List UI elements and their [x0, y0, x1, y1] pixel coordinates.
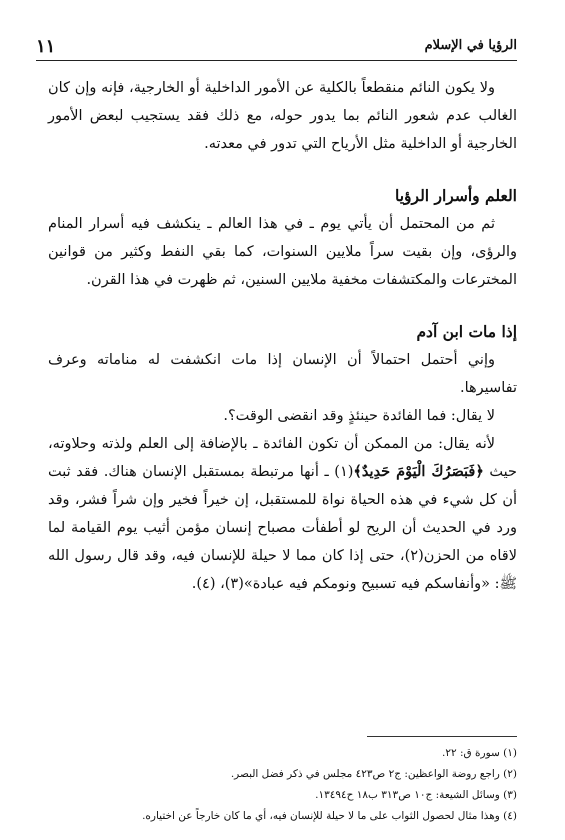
page-body: [48, 74, 517, 598]
section-heading-death: إذا مات ابن آدم: [416, 322, 517, 341]
quran-verse: ﴿فَبَصَرُكَ الْيَوْمَ حَدِيدٌ﴾: [353, 463, 484, 480]
section-heading-science: العلم وأسرار الرؤيا: [395, 186, 517, 205]
science-paragraph: ثم من المحتمل أن يأتي يوم ـ في هذا العالم ـ ينكشف فيه أسرار المنام والرؤى، وإن بقيت سراً ملايين السنوات، كما بقي النفط وكثير من قوانين المخترعات والمكتشفات مخفية ملايين السنين، ثم ظهرت في هذا القرن.: [48, 216, 517, 288]
page-number: ١١: [36, 36, 56, 57]
objection-paragraph: لا يقال: فما الفائدة حينئذٍ وقد انقضى الوقت؟.: [223, 408, 495, 424]
death-paragraph: وإني أحتمل احتمالاً أن الإنسان إذا مات انكشفت له مناماته وعرف تفاسيرها.: [48, 352, 517, 396]
running-header: [36, 36, 517, 61]
footnote-divider: [367, 736, 517, 737]
running-title: الرؤيا في الإسلام: [424, 38, 517, 53]
answer-paragraph: [48, 430, 517, 598]
footnote-3: (٣) وسائل الشيعة: ج١٠ ص٣١٣ ب١٨ ح١٣٤٩٤.: [315, 789, 517, 801]
answer-text-part1: لأنه يقال: من الممكن أن تكون الفائدة ـ بالإضافة إلى العلم ولذته وحلاوته، حيث: [48, 436, 517, 480]
footnote-2: (٢) راجع روضة الواعظين: ج٢ ص٤٢٣ مجلس في ذكر فضل البصر.: [230, 768, 517, 780]
footnote-4: (٤) وهذا مثال لحصول الثواب على ما لا حيلة للإنسان فيه، أي ما كان خارجاً عن اختياره.: [142, 810, 517, 822]
answer-text-part2: (١) ـ أنها مرتبطة بمستقبل الإنسان هناك. فقد ثبت أن كل شيء في هذه الحياة نواة للمستقبل، إن خيراً فخير وإن شراً فشر، وقد ورد في الحديث أن الريح لو أطفأت مصباح إنسان مؤمن أثيب يوم القيامة لما لاقاه من الحزن(٢)، حتى إذا كان مما لا حيلة للإنسان فيه، وقد قال رسول الله ﷺ: «وأنفاسكم فيه تسبيح ونومكم فيه عبادة»(٣)، (٤).: [48, 464, 517, 592]
footnote-1: (١) سورة ق: ٢٢.: [442, 747, 517, 759]
footnotes: [48, 736, 517, 827]
intro-paragraph: ولا يكون النائم منقطعاً بالكلية عن الأمور الداخلية أو الخارجية، فإنه وإن كان الغالب عدم شعور النائم بما يدور حوله، مع ذلك فقد يستجيب لبعض الأمور الخارجية أو الداخلية مثل الأرياح التي تدور في معدته.: [48, 80, 517, 152]
